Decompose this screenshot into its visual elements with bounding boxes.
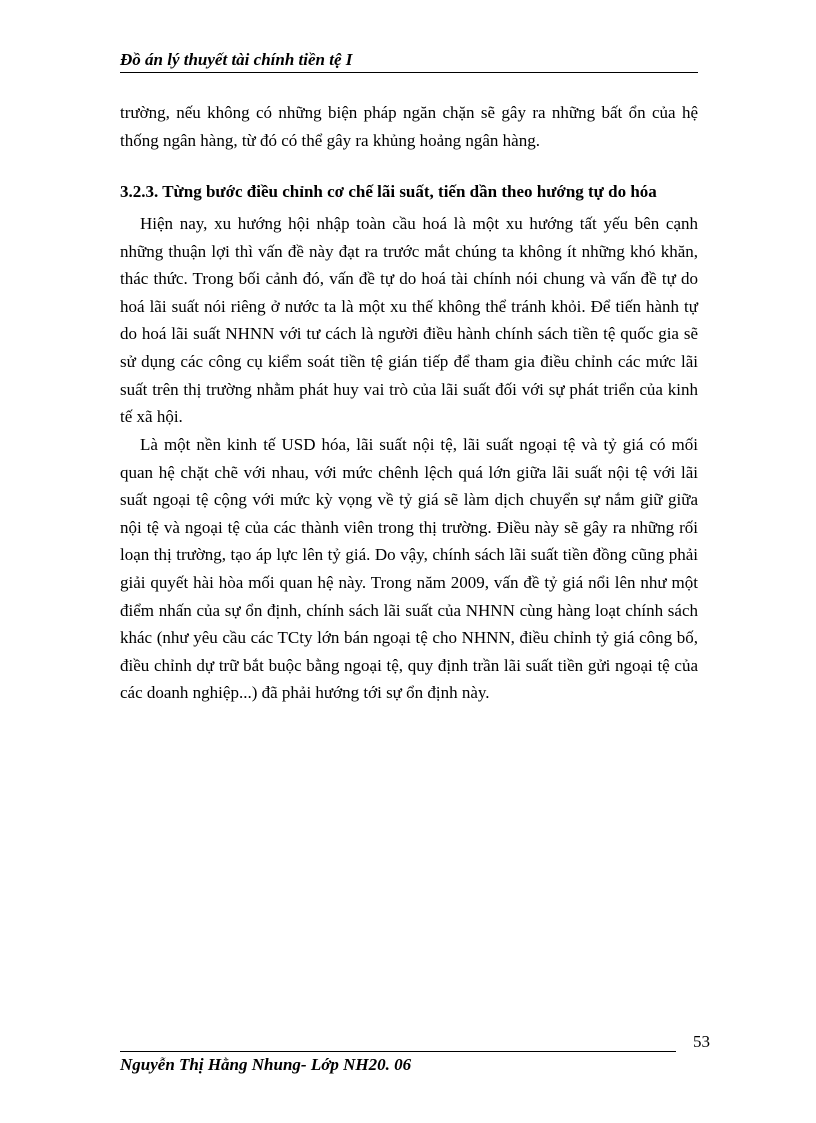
page-header-title: Đồ án lý thuyết tài chính tiền tệ I [120,50,353,69]
footer-divider [120,1051,676,1052]
footer-author: Nguyễn Thị Hằng Nhung- Lớp NH20. 06 [120,1055,412,1074]
section-heading: 3.2.3. Từng bước điều chỉnh cơ chế lãi suất, tiến dần theo hướng tự do hóa [120,182,657,201]
header-divider [120,72,698,73]
body-paragraph-1: Hiện nay, xu hướng hội nhập toàn cầu hoá là một xu hướng tất yếu bên cạnh những thuận lợi thì vấn đề này đạt ra trước mắt chúng ta không ít những khó khăn, thác thức. Trong bối cảnh đó, vấn đề tự do hoá tài chính nói chung và vấn đề tự do hoá lãi suất nói riêng ở nước ta là một xu thế không thể tránh khỏi. Để tiến hành tự do hoá lãi suất NHNN với tư cách là người điều hành chính sách tiền tệ quốc gia sẽ sử dụng các công cụ kiểm soát tiền tệ gián tiếp để tham gia điều chỉnh các mức lãi suất trên thị trường nhằm phát huy vai trò của lãi suất đối với sự phát triển của kinh tế xã hội. [120,214,698,427]
page-number: 53 [693,1032,710,1051]
body-paragraph-2: Là một nền kinh tế USD hóa, lãi suất nội tệ, lãi suất ngoại tệ và tỷ giá có mối quan hệ chặt chẽ với nhau, với mức chênh lệch quá lớn giữa lãi suất nội tệ với lãi suất ngoại tệ cộng với mức kỳ vọng về tỷ giá sẽ làm dịch chuyển sự nắm giữ giữa nội tệ và ngoại tệ của các thành viên trong thị trường. Điều này sẽ gây ra những rối loạn thị trường, tạo áp lực lên tỷ giá. Do vậy, chính sách lãi suất tiền đồng cũng phải giải quyết hài hòa mối quan hệ này. Trong năm 2009, vấn đề tỷ giá nổi lên như một điểm nhấn của sự ổn định, chính sách lãi suất của NHNN cùng hàng loạt chính sách khác (như yêu cầu các TCty lớn bán ngoại tệ cho NHNN, điều chỉnh tỷ giá công bố, điều chỉnh dự trữ bắt buộc bằng ngoại tệ, quy định trần lãi suất tiền gửi ngoại tệ của các doanh nghiệp...) đã phải hướng tới sự ổn định này. [120,435,698,703]
continuation-paragraph: trường, nếu không có những biện pháp ngăn chặn sẽ gây ra những bất ổn của hệ thống ngân hàng, từ đó có thể gây ra khủng hoảng ngân hàng. [120,103,698,150]
